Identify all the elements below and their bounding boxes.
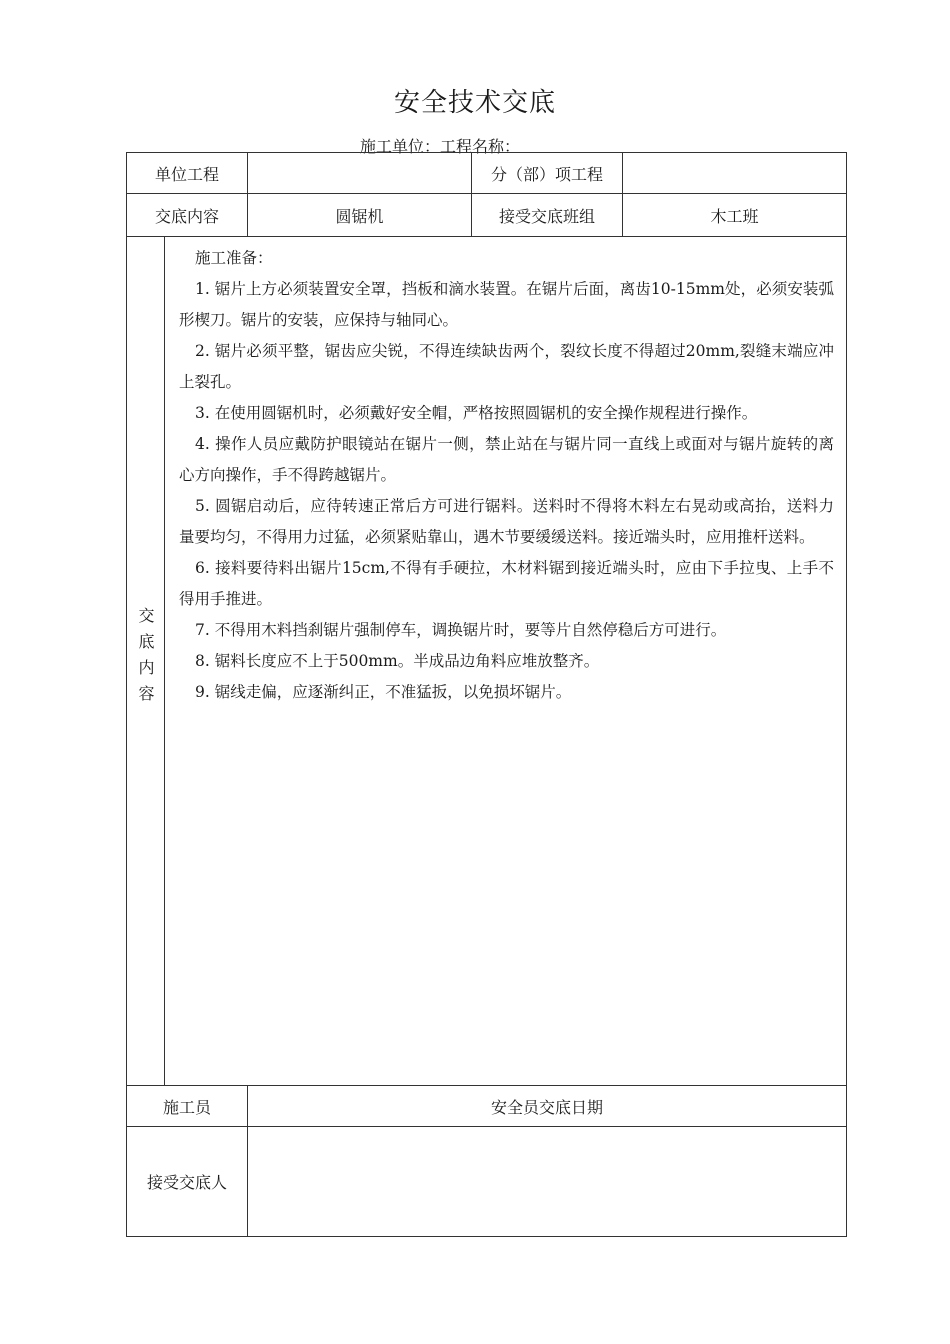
subtitle: 施工单位：工程名称： xyxy=(360,137,521,156)
prep-heading: 施工准备： xyxy=(195,249,273,267)
content-item: 9. 锯线走偏，应逐渐纠正，不准猛扳，以免损坏锯片。 xyxy=(195,683,572,701)
content-item: 6. 接料要待料出锯片15cm,不得有手硬拉，木材料锯到接近端头时，应由下手拉曳、上手不得用手推进。 xyxy=(179,559,835,608)
side-label: 交底内容 xyxy=(136,607,155,711)
team-value[interactable]: 木工班 xyxy=(623,194,847,237)
content-item: 2. 锯片必须平整，锯齿应尖锐，不得连续缺齿两个，裂纹长度不得超过20mm,裂缝末端应冲上裂孔。 xyxy=(179,342,835,391)
safety-date-label: 安全员交底日期 xyxy=(248,1086,847,1127)
content-body xyxy=(165,237,847,1086)
content-value[interactable]: 圆锯机 xyxy=(248,194,472,237)
content-item: 4. 操作人员应戴防护眼镜站在锯片一侧，禁止站在与锯片同一直线上或面对与锯片旋转的离心方向操作，手不得跨越锯片。 xyxy=(179,435,835,484)
unit-project-label: 单位工程 xyxy=(127,153,248,194)
document-title: 安全技术交底 xyxy=(393,88,556,118)
unit-project-value[interactable] xyxy=(248,153,472,194)
receiver-label: 接受交底人 xyxy=(127,1127,248,1237)
disclosure-form xyxy=(126,152,847,1237)
content-item: 5. 圆锯启动后，应待转速正常后方可进行锯料。送料时不得将木料左右晃动或高抬，送料力量要均匀，不得用力过猛，必须紧贴靠山，遇木节要缓缓送料。接近端头时，应用推杆送料。 xyxy=(179,497,835,546)
content-item: 7. 不得用木料挡刹锯片强制停车，调换锯片时，要等片自然停稳后方可进行。 xyxy=(195,621,727,639)
sub-project-value[interactable] xyxy=(623,153,847,194)
receiver-value[interactable] xyxy=(248,1127,847,1237)
content-label: 交底内容 xyxy=(127,194,248,237)
content-item: 8. 锯料长度应不上于500mm。半成品边角料应堆放整齐。 xyxy=(195,652,600,670)
sub-project-label: 分（部）项工程 xyxy=(472,153,623,194)
side-label-cell xyxy=(127,237,165,1086)
content-item: 3. 在使用圆锯机时，必须戴好安全帽，严格按照圆锯机的安全操作规程进行操作。 xyxy=(195,404,758,422)
content-item: 1. 锯片上方必须装置安全罩，挡板和滴水装置。在锯片后面，离齿10-15mm处，必须安装弧形楔刀。锯片的安装，应保持与轴同心。 xyxy=(179,280,835,329)
team-label: 接受交底班组 xyxy=(472,194,623,237)
worker-label: 施工员 xyxy=(127,1086,248,1127)
